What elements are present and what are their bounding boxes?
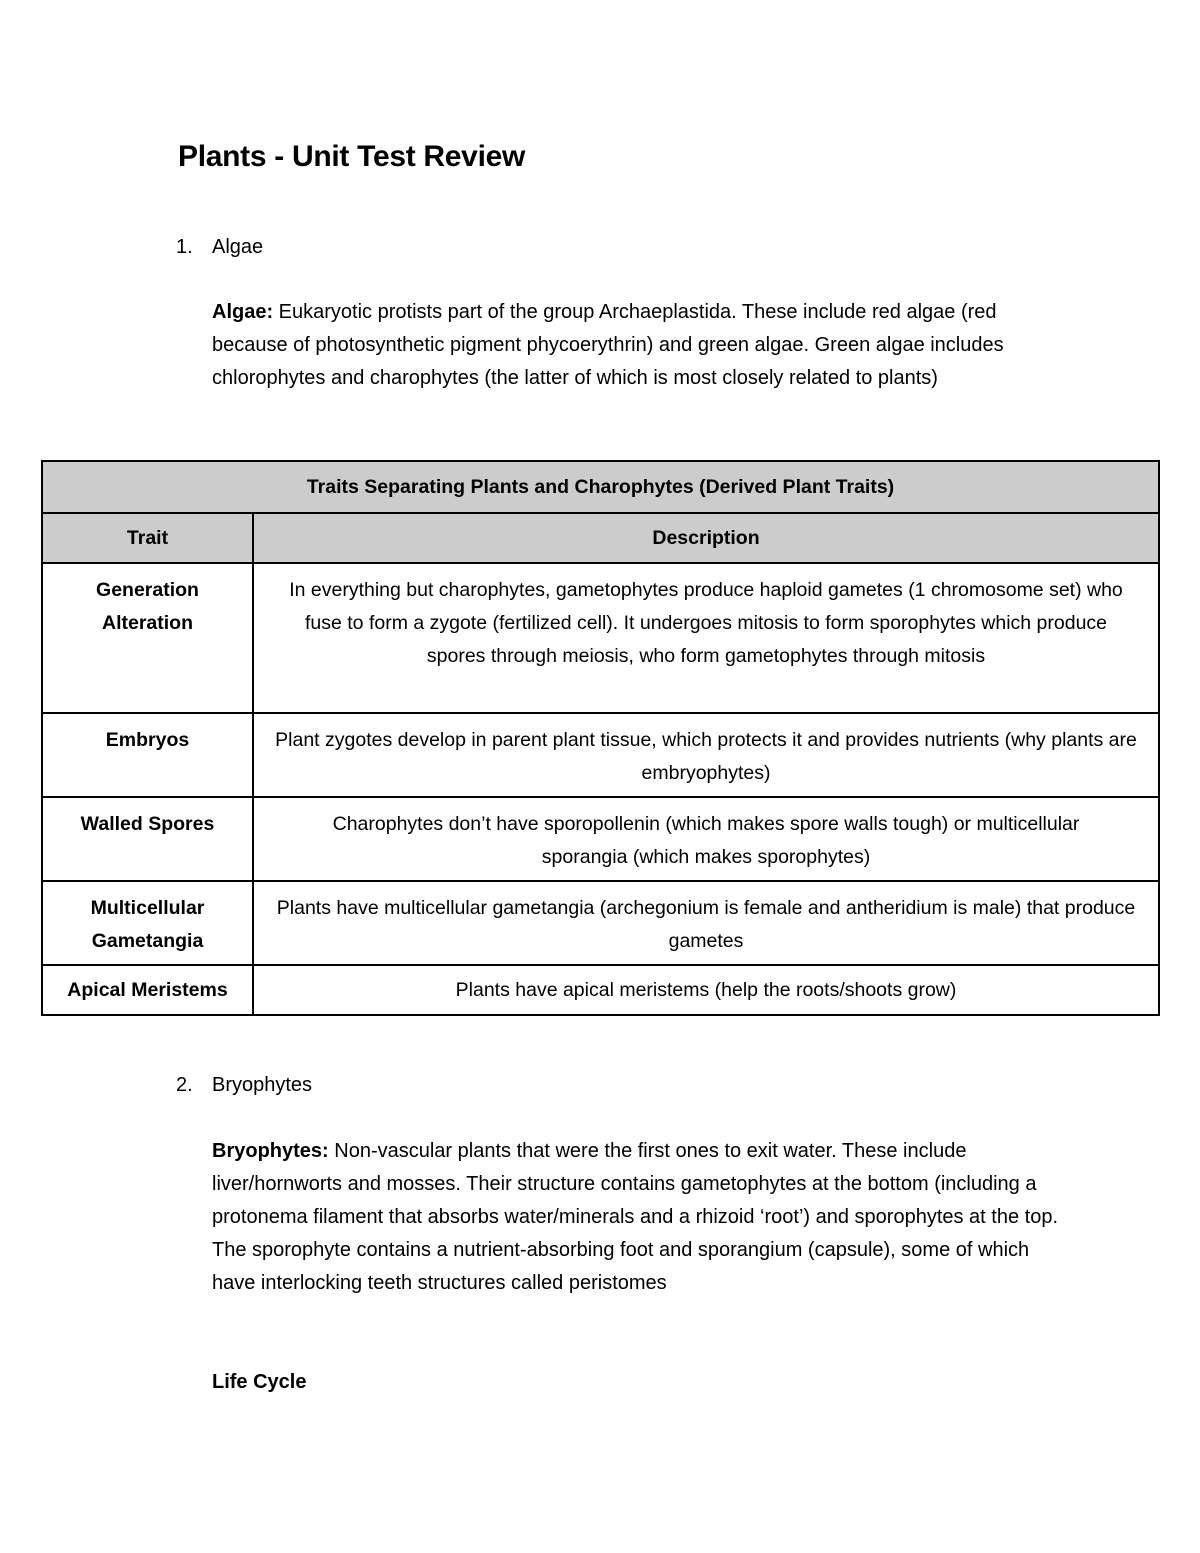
list-heading: Bryophytes	[212, 1074, 313, 1096]
table-caption: Traits Separating Plants and Charophytes (Derived Plant Traits)	[42, 461, 1159, 513]
algae-definition	[212, 296, 1062, 395]
description-cell: Plants have apical meristems (help the roots/shoots grow)	[253, 965, 1159, 1015]
traits-table	[41, 460, 1158, 1016]
list-item-algae	[176, 231, 263, 264]
trait-cell: Embryos	[42, 713, 253, 797]
description-cell: Charophytes don’t have sporopollenin (which makes spore walls tough) or multicellular sporangia (which makes sporophytes)	[253, 797, 1159, 881]
column-header-trait: Trait	[42, 513, 253, 563]
life-cycle-heading: Life Cycle	[212, 1371, 307, 1393]
table-row	[42, 881, 1159, 965]
description-cell: Plants have multicellular gametangia (archegonium is female and antheridium is male) that produce gametes	[253, 881, 1159, 965]
table-row	[42, 563, 1159, 713]
definition-text: Non-vascular plants that were the first ones to exit water. These include liver/hornworts and mosses. Their structure contains gametophytes at the bottom (including a protonema filament that absorbs water/minerals and a rhizoid ‘root’) and sporophytes at the top. The sporophyte contains a nutrient-absorbing foot and sporangium (capsule), some of which have interlocking teeth structures called peristomes	[212, 1140, 1059, 1294]
column-header-description: Description	[253, 513, 1159, 563]
table-row	[42, 713, 1159, 797]
description-cell: Plant zygotes develop in parent plant tissue, which protects it and provides nutrients (why plants are embryophytes)	[253, 713, 1159, 797]
definition-text: Eukaryotic protists part of the group Archaeplastida. These include red algae (red because of photosynthetic pigment phycoerythrin) and green algae. Green algae includes chlorophytes and charophytes (the latter of which is most closely related to plants)	[212, 301, 1004, 389]
description-cell: In everything but charophytes, gametophytes produce haploid gametes (1 chromosome set) who fuse to form a zygote (fertilized cell). It undergoes mitosis to form sporophytes which produce spores through meiosis, who form gametophytes through mitosis	[253, 563, 1159, 713]
list-heading: Algae	[212, 236, 264, 258]
trait-cell: Generation Alteration	[42, 563, 253, 713]
list-item-bryophytes	[176, 1069, 312, 1102]
trait-cell: Apical Meristems	[42, 965, 253, 1015]
term-label: Algae:	[212, 301, 274, 323]
bryophytes-definition	[212, 1135, 1062, 1300]
table-row	[42, 965, 1159, 1015]
page-title: Plants - Unit Test Review	[178, 140, 526, 173]
table-row	[42, 797, 1159, 881]
list-number: 1.	[176, 236, 193, 258]
list-number: 2.	[176, 1074, 193, 1096]
term-label: Bryophytes:	[212, 1140, 329, 1162]
trait-cell: Walled Spores	[42, 797, 253, 881]
trait-cell: Multicellular Gametangia	[42, 881, 253, 965]
